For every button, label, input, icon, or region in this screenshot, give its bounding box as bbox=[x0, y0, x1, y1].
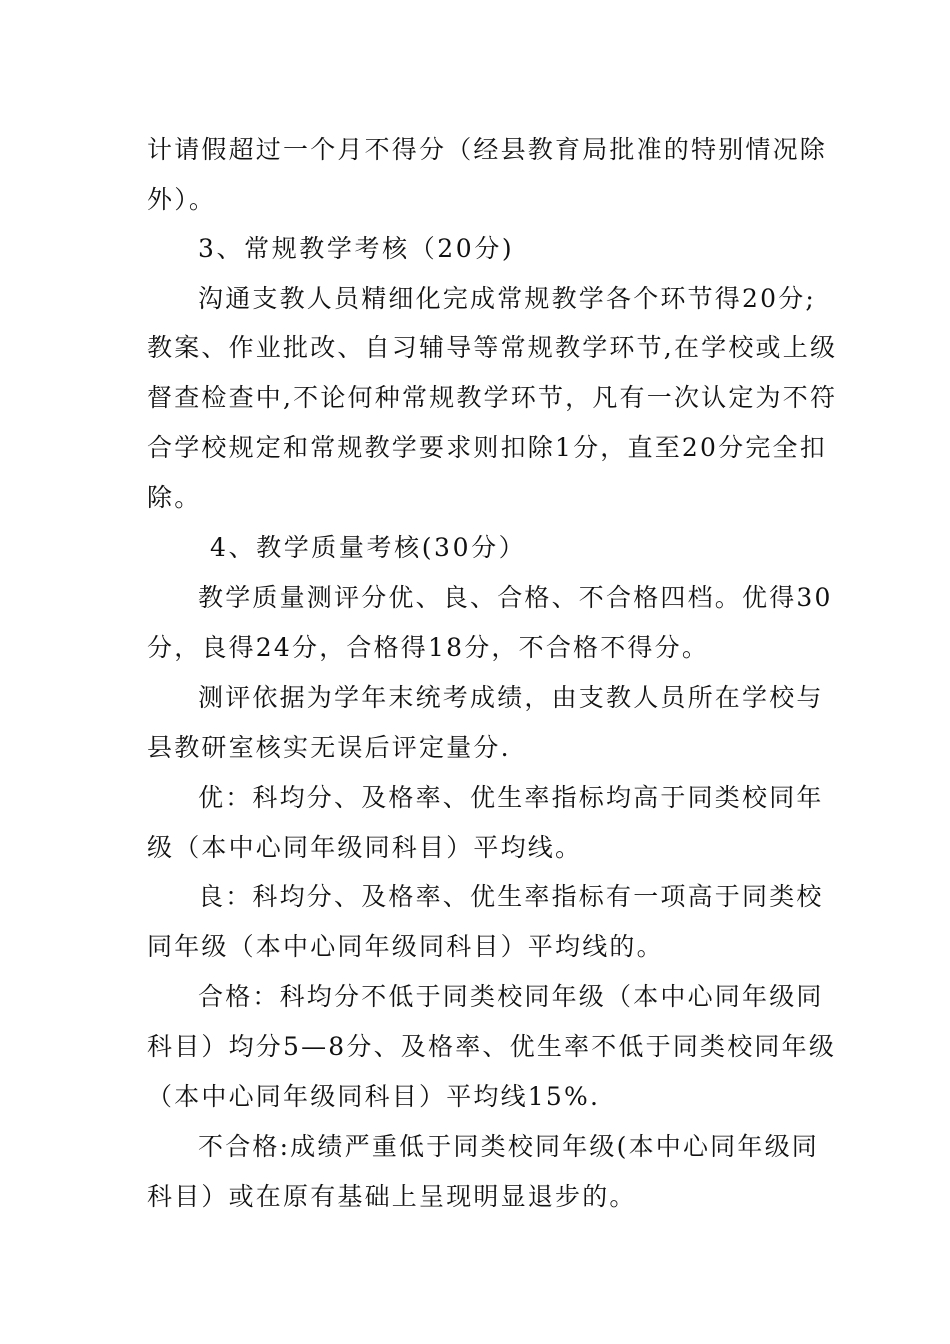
paragraph-line-4: 沟通支教人员精细化完成常规教学各个环节得20分; bbox=[198, 284, 817, 313]
paragraph-line-10: 教学质量测评分优、良、合格、不合格四档。优得30 bbox=[198, 583, 833, 612]
paragraph-line-5: 教案、作业批改、自习辅导等常规教学环节,在学校或上级 bbox=[147, 333, 838, 362]
paragraph-line-22: 科目）或在原有基础上呈现明显退步的。 bbox=[147, 1182, 637, 1211]
paragraph-line-7: 合学校规定和常规教学要求则扣除1分，直至20分完全扣 bbox=[147, 433, 827, 462]
paragraph-line-12: 测评依据为学年末统考成绩，由支教人员所在学校与 bbox=[198, 683, 824, 712]
section-heading-3: 3、常规教学考核（20分) bbox=[198, 234, 515, 263]
paragraph-line-11: 分，良得24分，合格得18分，不合格不得分。 bbox=[147, 633, 710, 662]
paragraph-line-16: 良：科均分、及格率、优生率指标有一项高于同类校 bbox=[198, 882, 824, 911]
paragraph-line-17: 同年级（本中心同年级同科目）平均线的。 bbox=[147, 932, 664, 961]
paragraph-line-15: 级（本中心同年级同科目）平均线。 bbox=[147, 833, 583, 862]
paragraph-line-8: 除。 bbox=[147, 483, 202, 512]
paragraph-line-1: 计请假超过一个月不得分（经县教育局批准的特别情况除 bbox=[147, 135, 828, 164]
paragraph-line-13: 县教研室核实无误后评定量分. bbox=[147, 733, 511, 762]
paragraph-line-2: 外）。 bbox=[147, 185, 217, 214]
paragraph-line-19: 科目）均分5—8分、及格率、优生率不低于同类校同年级 bbox=[147, 1032, 837, 1061]
paragraph-line-21: 不合格:成绩严重低于同类校同年级(本中心同年级同 bbox=[198, 1132, 819, 1161]
paragraph-line-14: 优：科均分、及格率、优生率指标均高于同类校同年 bbox=[198, 783, 824, 812]
paragraph-line-18: 合格：科均分不低于同类校同年级（本中心同年级同 bbox=[198, 982, 824, 1011]
paragraph-line-20: （本中心同年级同科目）平均线15%. bbox=[147, 1082, 601, 1111]
paragraph-line-6: 督查检查中,不论何种常规教学环节，凡有一次认定为不符 bbox=[147, 383, 838, 412]
section-heading-4: 4、教学质量考核(30分） bbox=[210, 533, 527, 562]
